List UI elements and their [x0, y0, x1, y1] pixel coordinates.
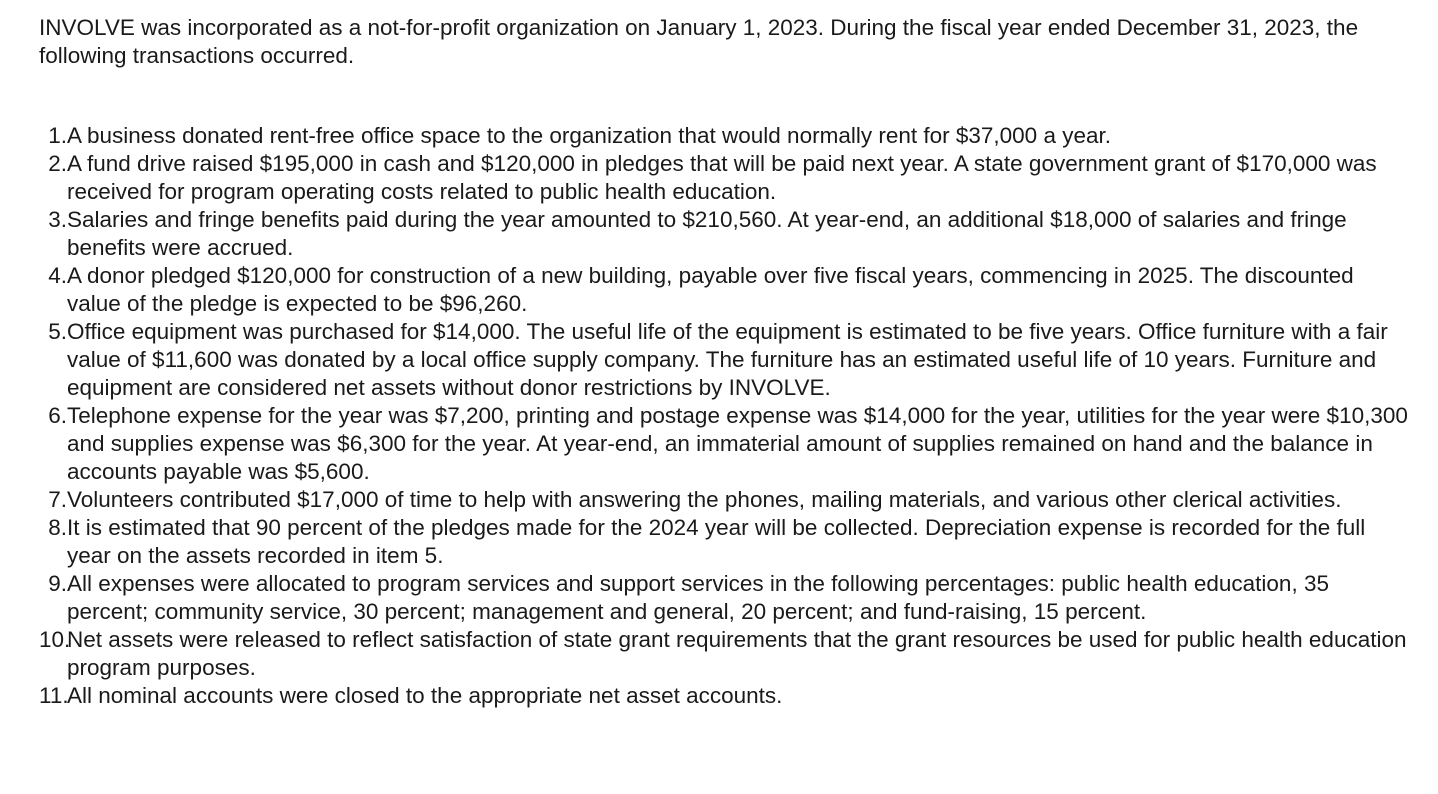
item-text: Volunteers contributed $17,000 of time to help with answering the phones, mailing materials, and various other clerical activities.	[67, 487, 1342, 512]
item-text: A fund drive raised $195,000 in cash and $120,000 in pledges that will be paid next year. A state government grant of $170,000 was received for program operating costs related to public health education.	[67, 151, 1377, 204]
item-number: 5.	[48, 319, 67, 344]
list-item	[39, 318, 1408, 402]
list-item	[39, 122, 1408, 150]
list-item	[39, 570, 1408, 626]
item-number: 6.	[48, 403, 67, 428]
item-text: All nominal accounts were closed to the appropriate net asset accounts.	[67, 683, 783, 708]
list-item	[39, 150, 1408, 206]
list-item	[39, 682, 1408, 710]
item-number: 3.	[48, 207, 67, 232]
item-number: 10.	[39, 627, 71, 652]
item-number: 4.	[48, 263, 67, 288]
item-number: 11.	[39, 683, 69, 708]
list-item	[39, 486, 1408, 514]
list-item	[39, 262, 1408, 318]
item-text: Telephone expense for the year was $7,200, printing and postage expense was $14,000 for the year, utilities for the year were $10,300 and supplies expense was $6,300 for the year. At year-end, an immaterial amount of supplies remained on hand and the balance in accounts payable was $5,600.	[67, 403, 1408, 484]
item-number: 9.	[48, 571, 67, 596]
intro-paragraph: INVOLVE was incorporated as a not-for-profit organization on January 1, 2023. During the fiscal year ended December 31, 2023, the following transactions occurred.	[39, 15, 1359, 68]
list-item	[39, 402, 1408, 486]
item-number: 1.	[48, 123, 67, 148]
item-text: Salaries and fringe benefits paid during the year amounted to $210,560. At year-end, an additional $18,000 of salaries and fringe benefits were accrued.	[67, 207, 1347, 260]
list-item	[39, 206, 1408, 262]
item-text: All expenses were allocated to program services and support services in the following percentages: public health education, 35 percent; community service, 30 percent; management and general, 20 percent; and fund-raising, 15 percent.	[67, 571, 1329, 624]
item-text: Office equipment was purchased for $14,000. The useful life of the equipment is estimated to be five years. Office furniture with a fair value of $11,600 was donated by a local office supply company. The furniture has an estimated useful life of 10 years. Furniture and equipment are considered net assets without donor restrictions by INVOLVE.	[67, 319, 1388, 400]
transaction-list	[39, 122, 1408, 710]
item-number: 7.	[48, 487, 67, 512]
item-text: A donor pledged $120,000 for construction of a new building, payable over five fiscal years, commencing in 2025. The discounted value of the pledge is expected to be $96,260.	[67, 263, 1354, 316]
item-text: A business donated rent-free office space to the organization that would normally rent for $37,000 a year.	[67, 123, 1111, 148]
item-text: It is estimated that 90 percent of the pledges made for the 2024 year will be collected. Depreciation expense is recorded for the full year on the assets recorded in item 5.	[67, 515, 1366, 568]
item-text: Net assets were released to reflect satisfaction of state grant requirements that the grant resources be used for public health education program purposes.	[67, 627, 1407, 680]
item-number: 2.	[48, 151, 67, 176]
list-item	[39, 626, 1408, 682]
list-item	[39, 514, 1408, 570]
item-number: 8.	[48, 515, 67, 540]
